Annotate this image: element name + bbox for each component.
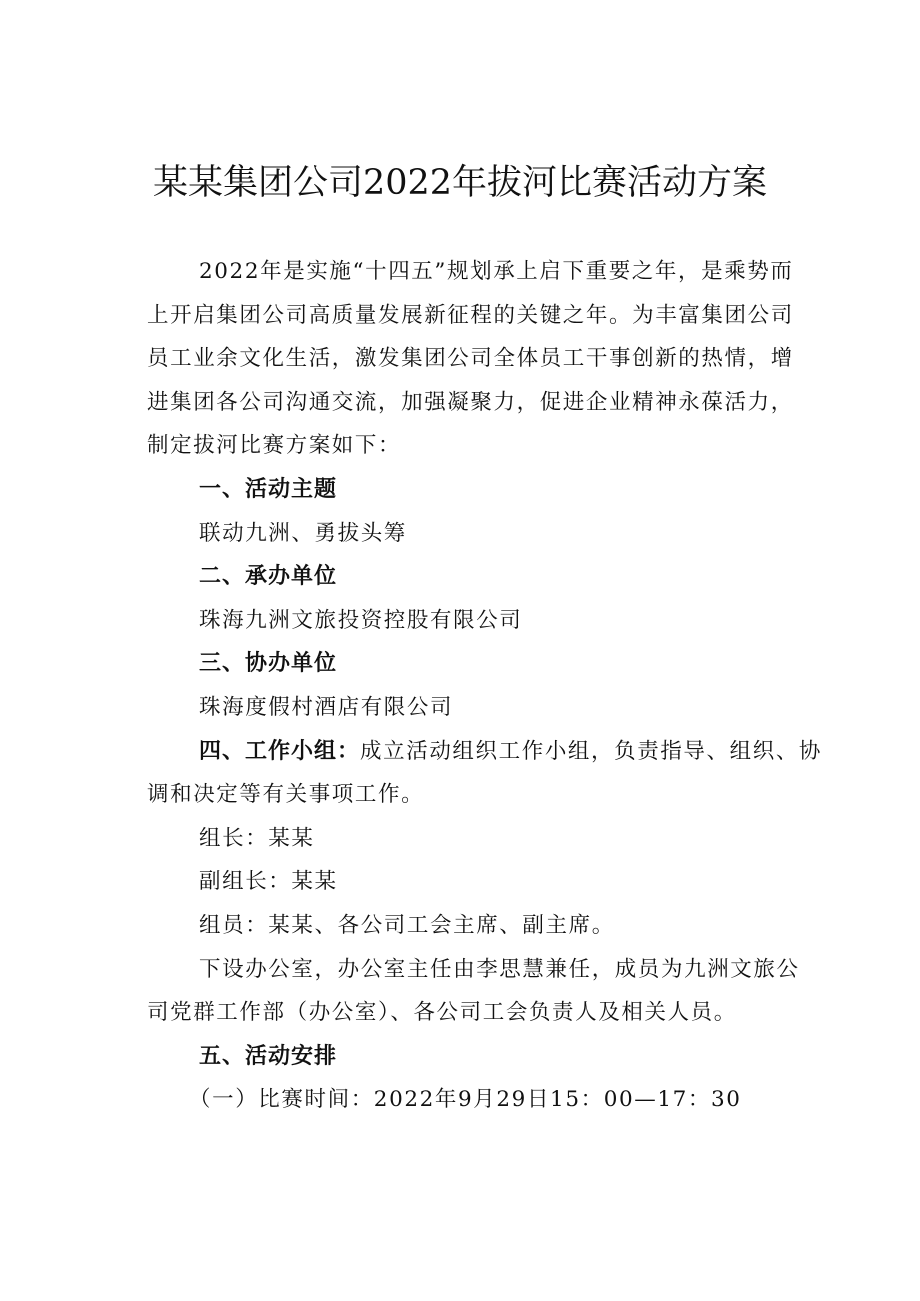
intro-paragraph: 2022年是实施“十四五”规划承上启下重要之年，是乘势而上开启集团公司高质量发展新征程的关键之年。为丰富集团公司员工业余文化生活，激发集团公司全体员工干事创新的热情，增进集团各公司沟通交流，加强凝聚力，促进企业精神永葆活力，制定拔河比赛方案如下： — [147, 259, 794, 459]
work-group-text: 成立活动组织工作小组，负责指导、组织、协调和决定等有关事项工作。 — [147, 738, 823, 808]
section-heading-organizer: 二、承办单位 — [199, 564, 338, 590]
section-content-co-organizer: 珠海度假村酒店有限公司 — [199, 694, 454, 720]
section-heading-theme: 一、活动主题 — [199, 476, 338, 502]
schedule-time: （一）比赛时间：2022年9月29日15：00—17：30 — [189, 1087, 742, 1113]
work-group-paragraph — [147, 730, 827, 817]
section-heading-co-organizer: 三、协办单位 — [199, 651, 338, 677]
work-group-heading: 四、工作小组： — [199, 738, 361, 764]
work-group-members: 组员：某某、各公司工会主席、副主席。 — [199, 912, 615, 938]
section-content-organizer: 珠海九洲文旅投资控股有限公司 — [199, 607, 523, 633]
section-heading-schedule: 五、活动安排 — [199, 1043, 338, 1069]
work-group-deputy-leader: 副组长：某某 — [199, 869, 338, 895]
section-content-theme: 联动九洲、勇拔头筹 — [199, 520, 407, 546]
work-group-office: 下设办公室，办公室主任由李思慧兼任，成员为九洲文旅公司党群工作部（办公室）、各公司工会负责人及相关人员。 — [147, 956, 800, 1026]
document-title: 某某集团公司2022年拔河比赛活动方案 — [152, 163, 768, 203]
work-group-leader: 组长：某某 — [199, 825, 315, 851]
document-body — [147, 250, 823, 1122]
